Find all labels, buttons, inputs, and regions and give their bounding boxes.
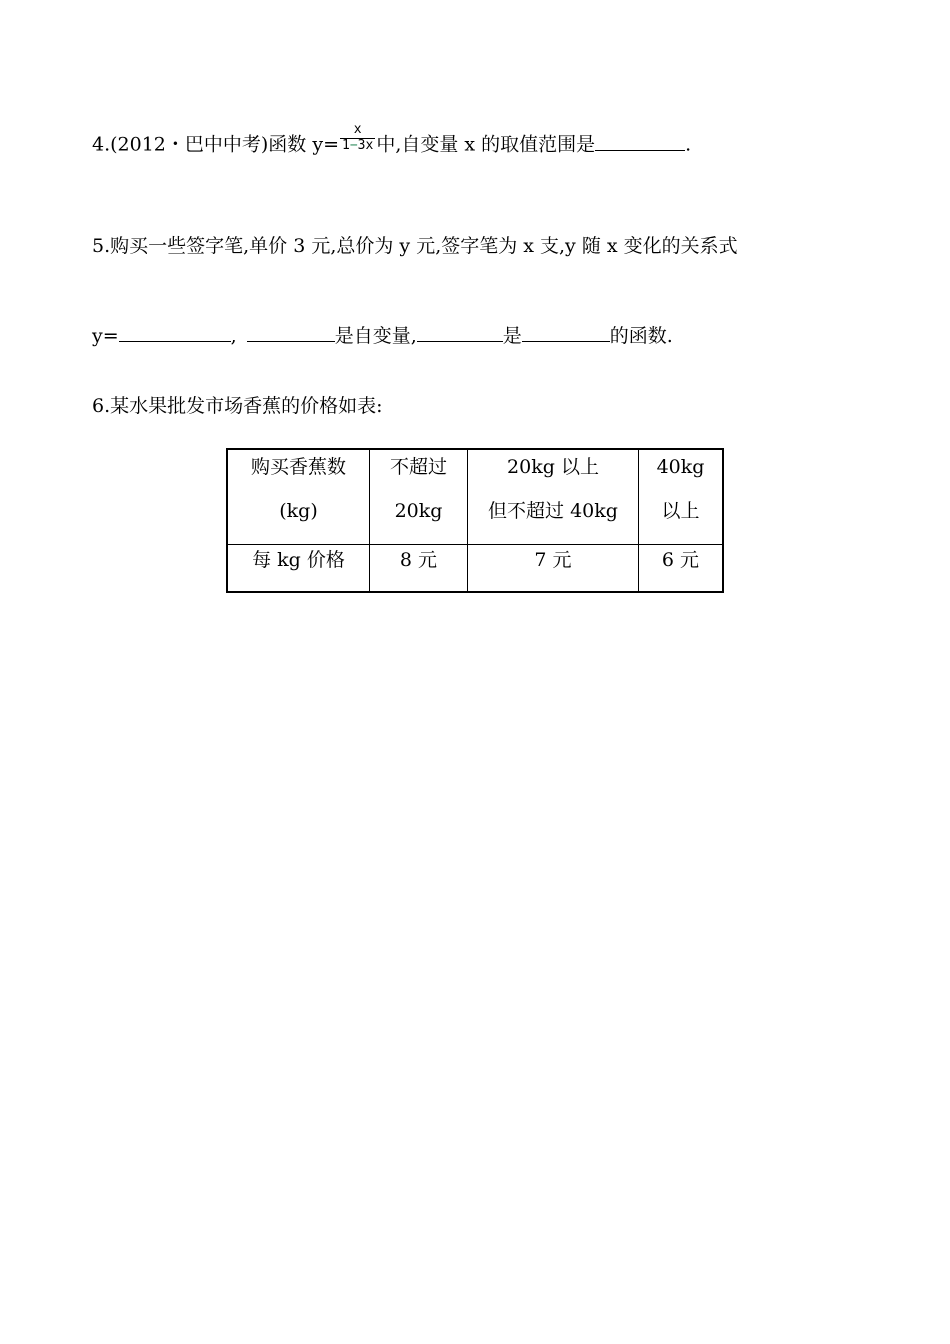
table-row [227, 545, 723, 593]
cell-text: 每 kg 价格 [252, 549, 345, 571]
q5-text-c: 的函数. [609, 325, 673, 347]
cell-text: 8 元 [399, 549, 438, 571]
header-line-1: 20kg 以上 [507, 456, 599, 478]
q5-text-a: 是自变量, [334, 325, 417, 347]
table-cell [468, 545, 639, 593]
table-header-cell [370, 449, 468, 545]
header-line-2: 以上 [661, 500, 700, 522]
answer-blank-q5-1[interactable] [119, 323, 231, 342]
q4-end: . [685, 133, 692, 156]
header-line-1: 40kg [656, 456, 705, 478]
header-line-2: 20kg [394, 500, 443, 522]
fraction-numerator: x [340, 122, 375, 139]
q5-comma: , [230, 325, 237, 347]
fraction-den-op: − [349, 138, 358, 153]
header-line-1: 不超过 [389, 456, 447, 478]
fraction-denominator [340, 139, 375, 153]
price-table [226, 448, 724, 593]
table-header-row [227, 449, 723, 545]
table-cell [227, 545, 370, 593]
q5-text-b: 是 [502, 325, 522, 347]
table-cell [639, 545, 724, 593]
question-5-line-2 [92, 323, 673, 348]
cell-text: 6 元 [661, 549, 700, 571]
q4-suffix: 中,自变量 x 的取值范围是 [376, 133, 596, 156]
answer-blank-q5-2[interactable] [247, 323, 335, 342]
table-header-cell [639, 449, 724, 545]
header-line-2: (kg) [279, 500, 318, 522]
header-line-2: 但不超过 40kg [488, 500, 618, 522]
answer-blank-q5-3[interactable] [417, 323, 503, 342]
table-cell [370, 545, 468, 593]
fraction [340, 122, 375, 153]
question-6-title: 6.某水果批发市场香蕉的价格如表: [92, 395, 383, 417]
q4-prefix: 4.(2012・巴中中考)函数 y= [92, 133, 340, 156]
table-header-cell [227, 449, 370, 545]
header-line-1: 购买香蕉数 [250, 456, 346, 478]
q5-y-equals: y= [92, 325, 119, 347]
question-4 [92, 122, 692, 161]
answer-blank-q4[interactable] [595, 132, 685, 151]
cell-text: 7 元 [534, 549, 572, 571]
answer-blank-q5-4[interactable] [522, 323, 610, 342]
fraction-den-b: 3x [357, 138, 374, 153]
table-header-cell [468, 449, 639, 545]
fraction-den-a: 1 [342, 138, 350, 153]
question-5-line-1: 5.购买一些签字笔,单价 3 元,总价为 y 元,签字笔为 x 支,y 随 x 变化的关系式 [92, 235, 738, 257]
